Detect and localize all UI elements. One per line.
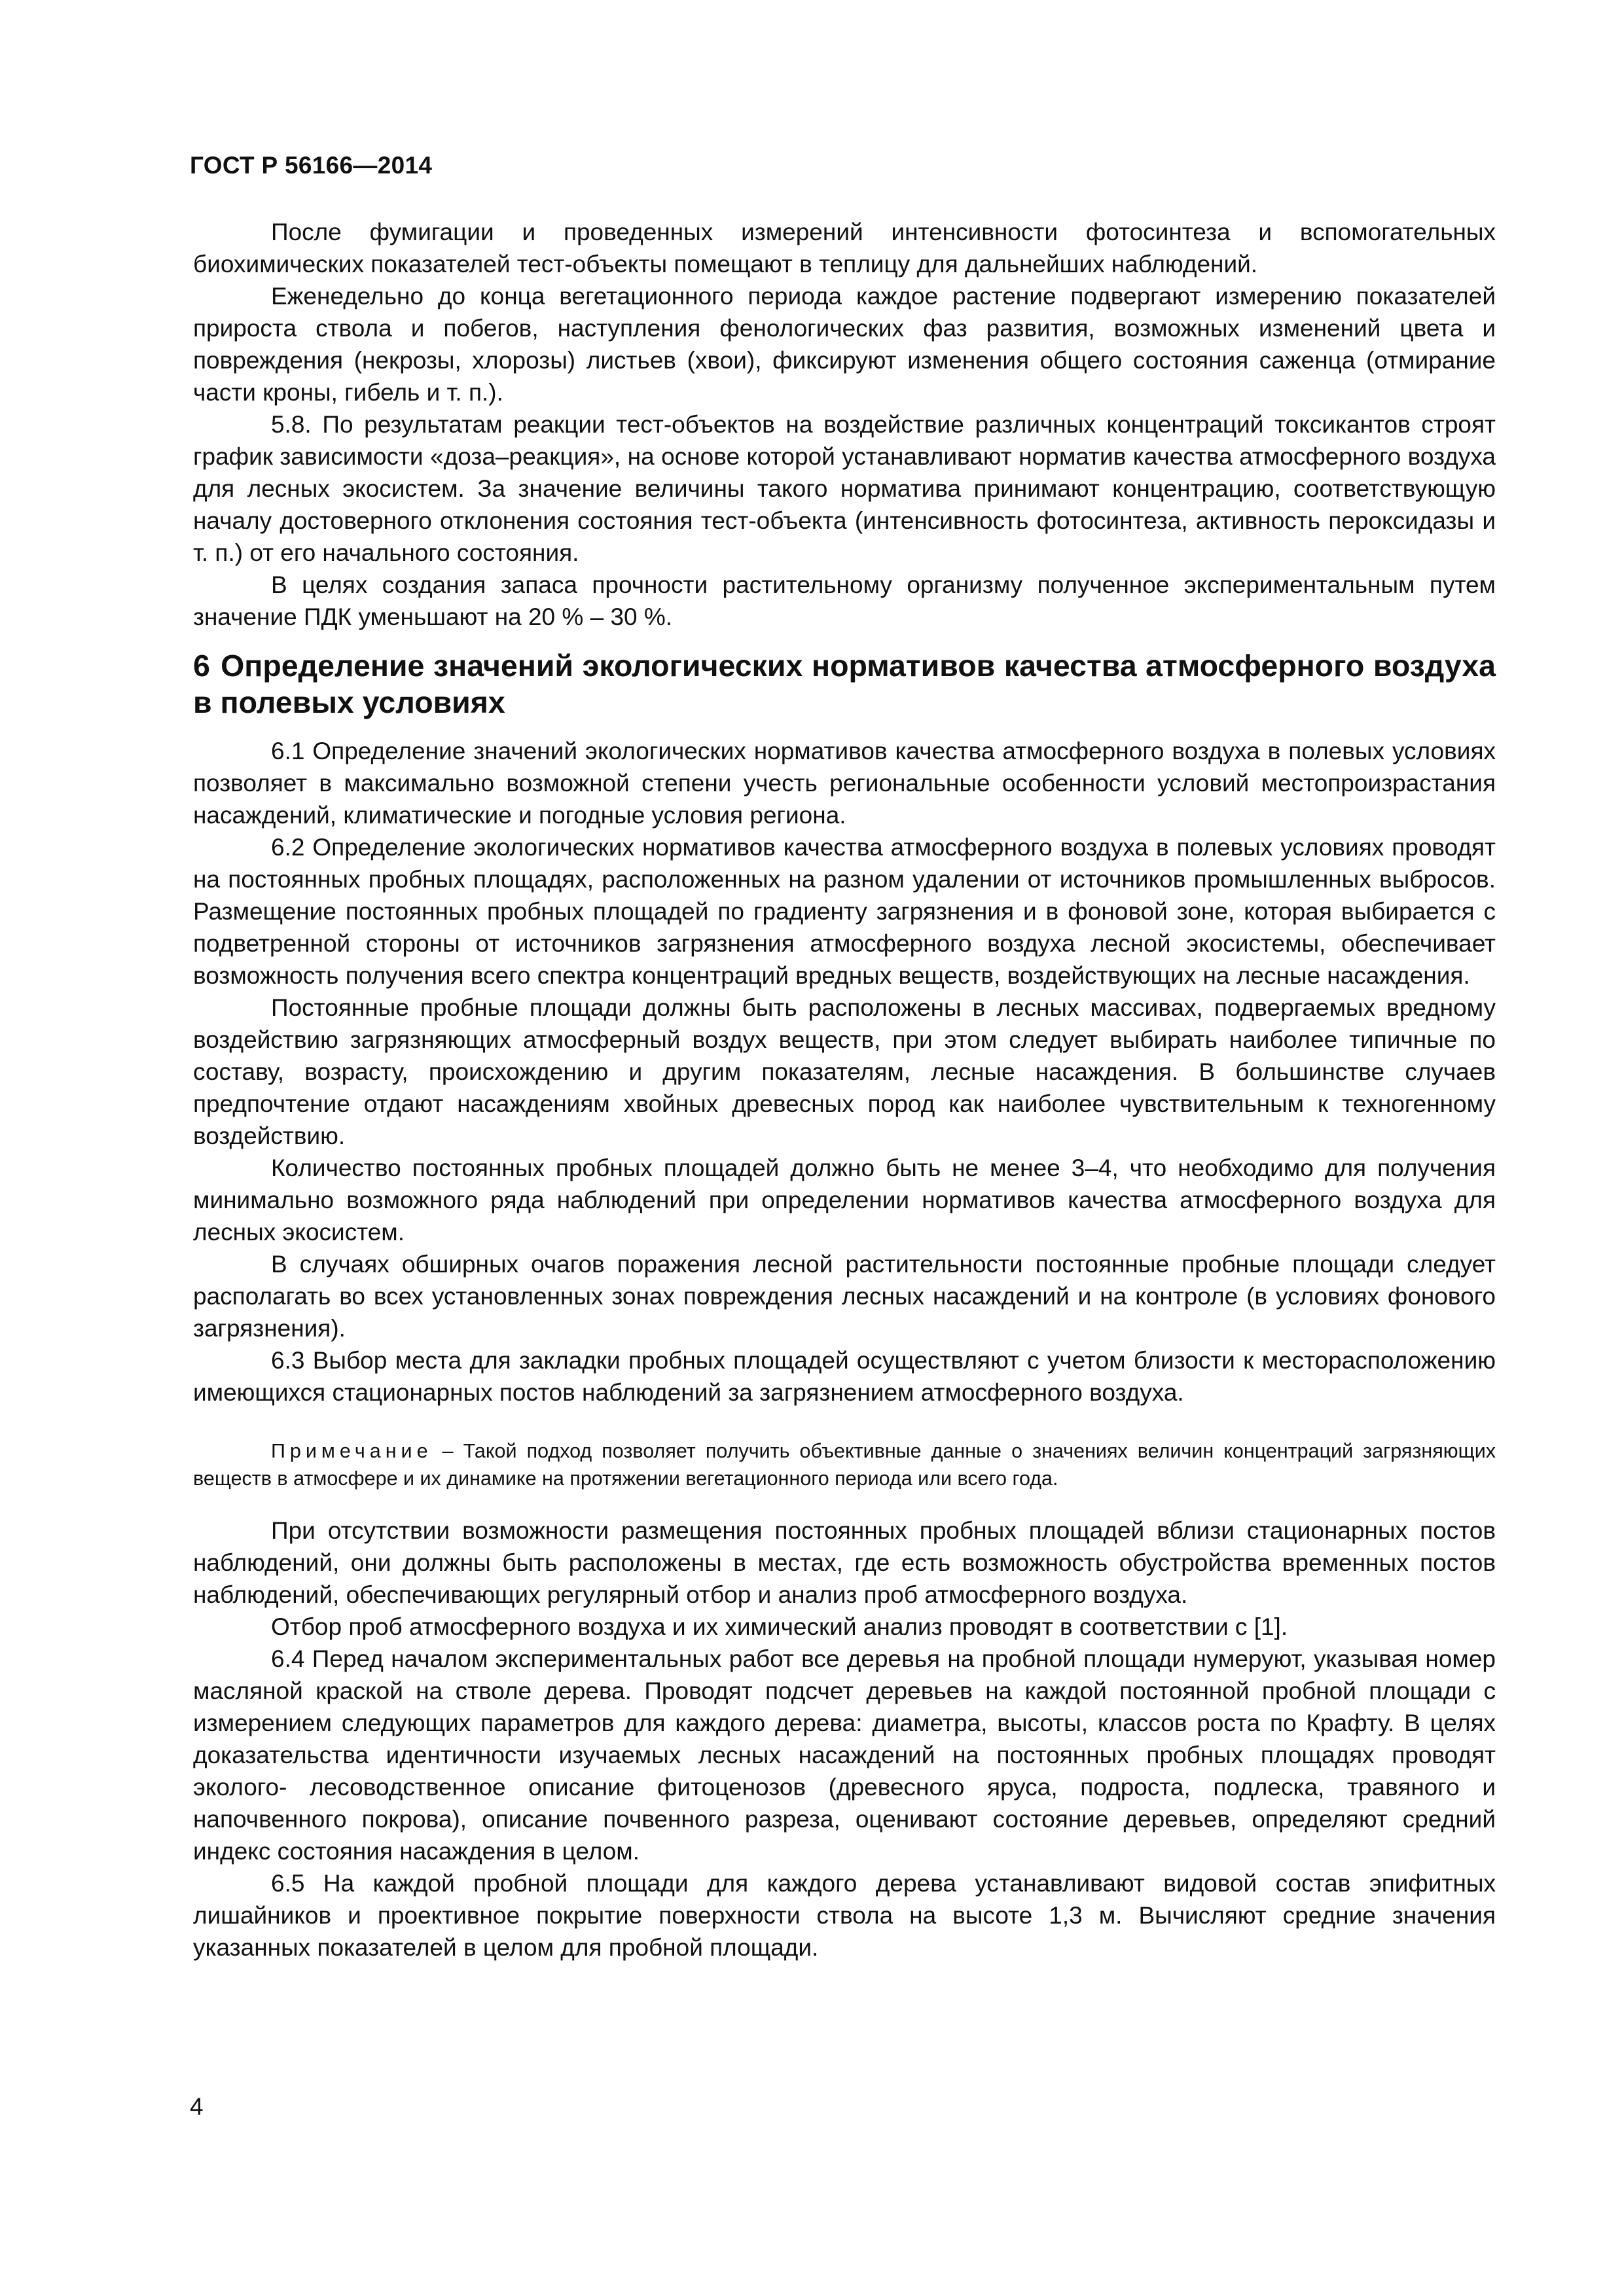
note-text: – Такой подход позволяет получить объективные данные о значениях величин концентраций загрязняющих веществ в атмосфере и их динамике на протяжении вегетационного периода или всего года. [193,1440,1496,1490]
document-id-header: ГОСТ Р 56166—2014 [190,152,433,179]
section-heading [193,647,1496,721]
paragraph: В случаях обширных очагов поражения лесной растительности постоянные пробные площади следует располагать во всех установленных зонах повреждения лесных насаждений и на контроле (в условиях фонового загрязнения). [193,1251,1496,1342]
paragraph: Отбор проб атмосферного воздуха и их химический анализ проводят в соответствии с [1]. [271,1613,1288,1640]
paragraph: При отсутствии возможности размещения постоянных пробных площадей вблизи стационарных постов наблюдений, они должны быть расположены в местах, где есть возможность обустройства временных постов наблюдений, обеспечивающих регулярный отбор и анализ проб атмосферного воздуха. [193,1517,1496,1608]
paragraph: Постоянные пробные площади должны быть расположены в лесных массивах, подвергаемых вредному воздействию загрязняющих атмосферный воздух веществ, при этом следует выбирать наиболее типичные по составу, возрасту, происхождению и другим показателям, лесные насаждения. В большинстве случаев предпочтение отдают насаждениям хвойных древесных пород как наиболее чувствительным к техногенному воздействию. [193,994,1496,1149]
paragraph: 5.8. По результатам реакции тест-объектов на воздействие различных концентраций токсикантов строят график зависимости «доза–реакция», на основе которой устанавливают норматив качества атмосферного воздуха для лесных экосистем. За значение величины такого норматива принимают концентрацию, соответствующую началу достоверного отклонения состояния тест-объекта (интенсивность фотосинтеза, активность пероксидазы и т. п.) от его начального состояния. [193,411,1496,566]
paragraph: После фумигации и проведенных измерений интенсивности фотосинтеза и вспомогательных биохимических показателей тест-объекты помещают в теплицу для дальнейших наблюдений. [193,219,1496,278]
paragraph: 6.4 Перед началом экспериментальных работ все деревья на пробной площади нумеруют, указывая номер масляной краской на стволе дерева. Проводят подсчет деревьев на каждой постоянной пробной площади с измерением следующих параметров для каждого дерева: диаметра, высоты, классов роста по Крафту. В целях доказательства идентичности изучаемых лесных насаждений на постоянных пробных площадях проводят эколого- лесоводственное описание фитоценозов (древесного яруса, подроста, подлеска, травяного и напочвенного покрова), описание почвенного разреза, оценивают состояние деревьев, определяют средний индекс состояния насаждения в целом. [193,1645,1496,1865]
paragraph: Еженедельно до конца вегетационного периода каждое растение подвергают измерению показателей прироста ствола и побегов, наступления фенологических фаз развития, возможных изменений цвета и повреждения (некрозы, хлорозы) листьев (хвои), фиксируют изменения общего состояния саженца (отмирание части кроны, гибель и т. п.). [193,283,1496,406]
paragraph: 6.5 На каждой пробной площади для каждого дерева устанавливают видовой состав эпифитных лишайников и проективное покрытие поверхности ствола на высоте 1,3 м. Вычисляют средние значения указанных показателей в целом для пробной площади. [193,1870,1496,1961]
note [193,1437,1496,1492]
document-body [193,216,1496,1964]
section-title: Определение значений экологических нормативов качества атмосферного воздуха в полевых условиях [193,649,1496,719]
paragraph: 6.1 Определение значений экологических нормативов качества атмосферного воздуха в полевых условиях позволяет в максимально возможной степени учесть региональные особенности условий местопроизрастания насаждений, климатические и погодные условия региона. [193,738,1496,829]
page-number: 4 [190,2093,204,2120]
paragraph: 6.2 Определение экологических нормативов качества атмосферного воздуха в полевых условиях проводят на постоянных пробных площадях, расположенных на разном удалении от источников промышленных выбросов. Размещение постоянных пробных площадей по градиенту загрязнения и в фоновой зоне, которая выбирается с подветренной стороны от источников загрязнения атмосферного воздуха лесной экосистемы, обеспечивает возможность получения всего спектра концентраций вредных веществ, воздействующих на лесные насаждения. [193,834,1496,989]
paragraph: 6.3 Выбор места для закладки пробных площадей осуществляют с учетом близости к месторасположению имеющихся стационарных постов наблюдений за загрязнением атмосферного воздуха. [193,1347,1496,1406]
paragraph: В целях создания запаса прочности растительному организму полученное экспериментальным путем значение ПДК уменьшают на 20 % – 30 %. [193,571,1496,630]
section-number: 6 [193,649,210,683]
note-label: Примечание [271,1440,433,1462]
paragraph: Количество постоянных пробных площадей должно быть не менее 3–4, что необходимо для получения минимально возможного ряда наблюдений при определении нормативов качества атмосферного воздуха для лесных экосистем. [193,1155,1496,1246]
